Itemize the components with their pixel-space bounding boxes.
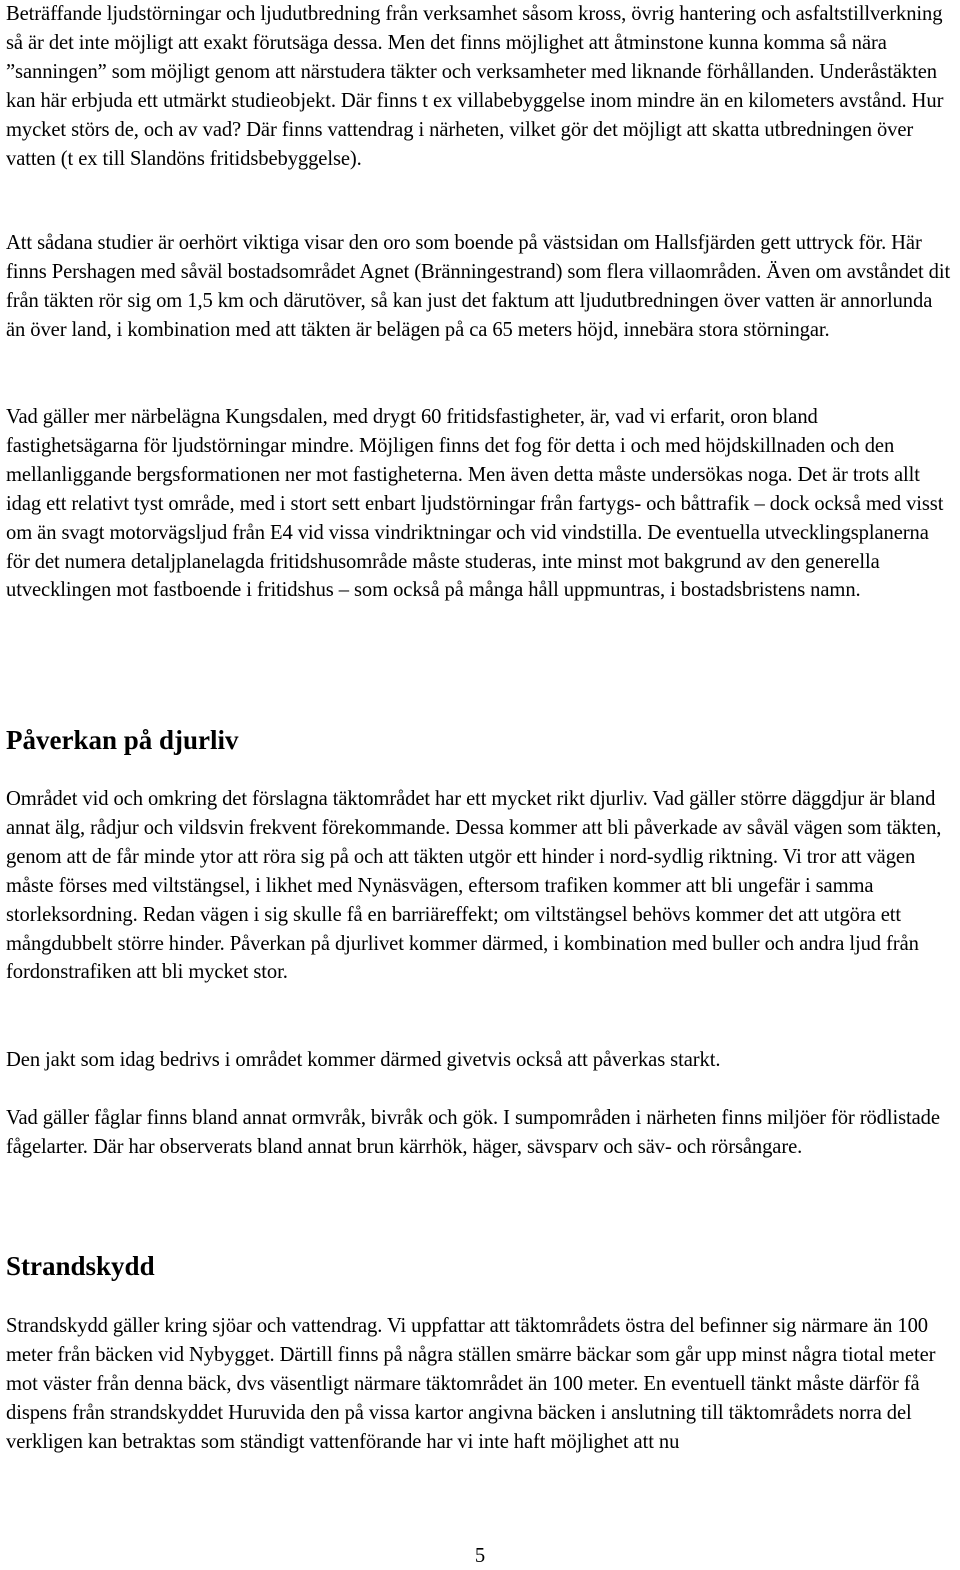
paragraph-noise-intro: Beträffande ljudstörningar och ljudutbredning från verksamhet såsom kross, övrig hantering och asfaltstillverkning så är det inte möjligt att exakt förutsäga dessa. Men det finns möjlighet att åtminstone kunna komma så nära ”sanningen” som möjligt genom att närstudera täkter och verksamheter med liknande förhållanden. Underåstäkten kan här erbjuda ett utmärkt studieobjekt. Där finns t ex villabebyggelse inom mindre än en kilometers avstånd. Hur mycket störs de, och av vad? Där finns vattendrag i närheten, vilket gör det möjligt att skatta utbredningen över vatten (t ex till Slandöns fritidsbebyggelse). xyxy=(6,3,944,170)
heading-shore-protection: Strandskydd xyxy=(6,1251,155,1281)
heading-wildlife: Påverkan på djurliv xyxy=(6,725,239,755)
paragraph-wildlife-mammals: Området vid och omkring det förslagna täktområdet har ett mycket rikt djurliv. Vad gäller större däggdjur är bland annat älg, rådjur och vildsvin frekvent förekommande. Dessa kommer att bli påverkade av såväl vägen som täkten, genom att de får minde ytor att röra sig på och att täkten utgör ett hinder i nord-sydlig riktning. Vi tror att vägen måste förses med viltstängsel, i likhet med Nynäsvägen, eftersom trafiken kommer att bli ungefär i samma storleksordning. Redan vägen i sig skulle få en barriäreffekt; om viltstängsel behövs kommer det att utgöra ett mångdubbelt större hinder. Påverkan på djurlivet kommer därmed, i kombination med buller och andra ljud från fordonstrafiken att bli mycket stor. xyxy=(6,788,942,984)
paragraph-shore-protection: Strandskydd gäller kring sjöar och vattendrag. Vi uppfattar att täktområdets östra del befinner sig närmare än 100 meter från bäcken vid Nybygget. Därtill finns på några ställen smärre bäckar som går upp minst några tiotal meter mot väster från denna bäck, dvs väsentligt närmare täktområdet än 100 meter. En eventuell tänkt måste därför få dispens från strandskyddet Huruvida den på vissa kartor angivna bäcken i anslutning till täktområdets norra del verkligen kan betraktas som ständigt vattenförande har vi inte haft möjlighet att nu xyxy=(6,1315,936,1453)
paragraph-wildlife-hunting: Den jakt som idag bedrivs i området kommer därmed givetvis också att påverkas starkt. xyxy=(6,1049,721,1071)
paragraph-noise-studies: Att sådana studier är oerhört viktiga visar den oro som boende på västsidan om Hallsfjärden gett uttryck för. Här finns Pershagen med såväl bostadsområdet Agnet (Bränningestrand) som flera villaområden. Även om avståndet dit från täkten rör sig om 1,5 km och därutöver, så kan just det faktum att ljudutbredningen över vatten är annorlunda än över land, i kombination med att täkten är belägen på ca 65 meters höjd, innebära stora störningar. xyxy=(6,232,951,341)
paragraph-noise-kungsdalen: Vad gäller mer närbelägna Kungsdalen, med drygt 60 fritidsfastigheter, är, vad vi erfarit, oron bland fastighetsägarna för ljudstörningar mindre. Möjligen finns det fog för detta i och med höjdskillnaden och den mellanliggande bergsformationen ner mot fastigheterna. Men även detta måste undersökas noga. Det är trots allt idag ett relativt tyst område, med i stort sett enbart ljudstörningar från fartygs- och båttrafik – dock också med visst om än svagt motorvägsljud från E4 vid vissa vindriktningar och vid vindstilla. De eventuella utvecklingsplanerna för det numera detaljplanelagda fritidshusområde måste studeras, inte minst mot bakgrund av den generella utvecklingen mot fastboende i fritidshus – som också på många håll uppmuntras, i bostadsbristens namn. xyxy=(6,406,944,602)
page-number: 5 xyxy=(474,1545,486,1567)
paragraph-wildlife-birds: Vad gäller fåglar finns bland annat ormvråk, bivråk och gök. I sumpområden i närheten finns miljöer för rödlistade fågelarter. Där har observerats bland annat brun kärrhök, häger, sävsparv och säv- och rörsångare. xyxy=(6,1107,940,1158)
